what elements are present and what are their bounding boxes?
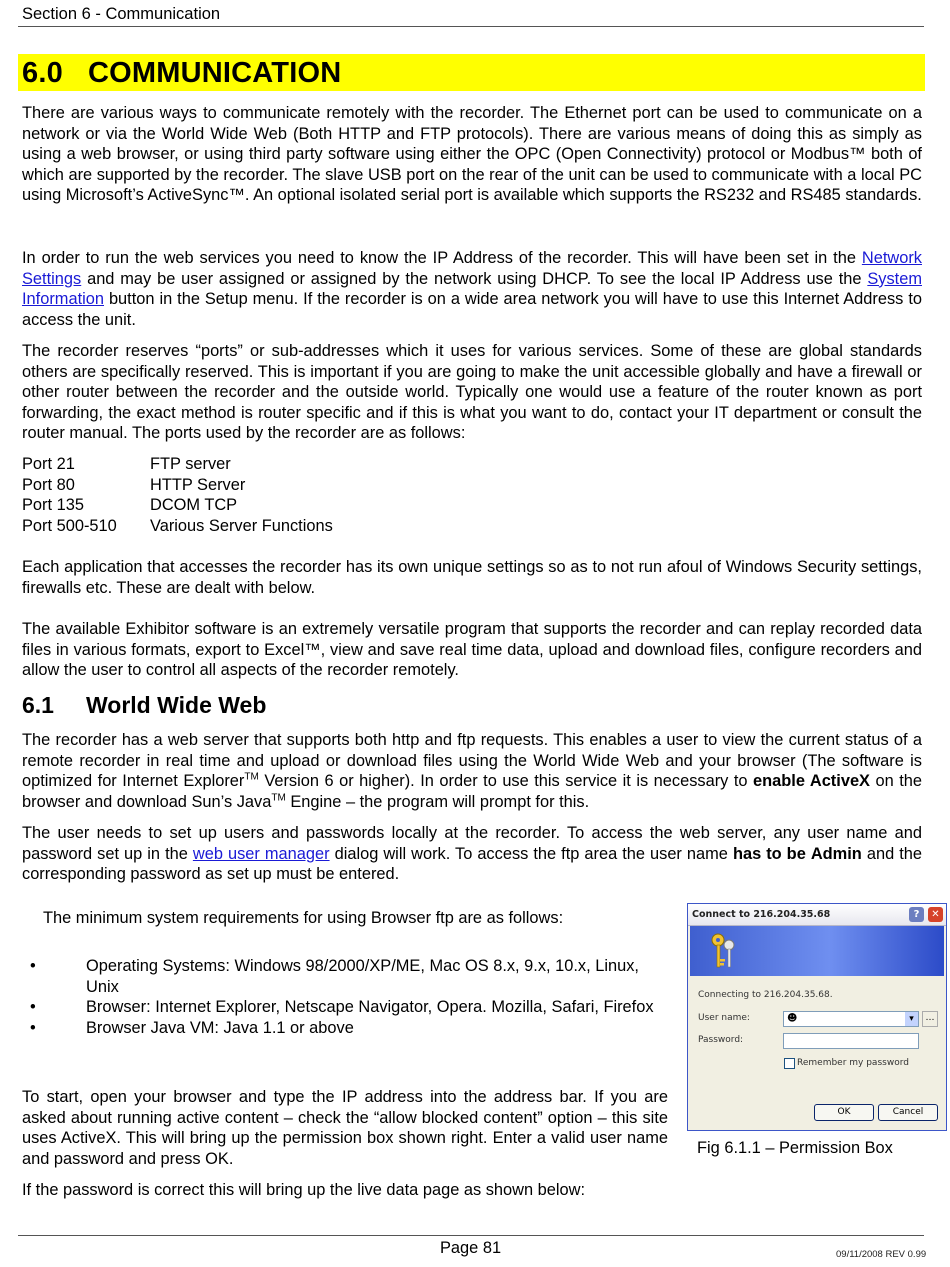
requirements-intro: The minimum system requirements for using Browser ftp are as follows:	[43, 909, 564, 927]
close-icon[interactable]: ✕	[928, 907, 943, 922]
chevron-down-icon[interactable]: ▾	[905, 1012, 918, 1026]
list-item: • Browser Java VM: Java 1.1 or above	[30, 1018, 354, 1037]
section-heading	[22, 56, 341, 90]
connecting-text: Connecting to 216.204.35.68.	[698, 990, 833, 1000]
footer-rule	[18, 1235, 924, 1236]
system-information-link[interactable]: System Information	[22, 269, 922, 309]
subsection-heading	[22, 690, 266, 720]
section-title: COMMUNICATION	[88, 57, 342, 89]
permission-dialog	[687, 903, 947, 1131]
browse-button[interactable]: …	[922, 1011, 938, 1027]
help-icon[interactable]: ?	[909, 907, 924, 922]
network-settings-link[interactable]: Network Settings	[22, 249, 922, 288]
dialog-title: Connect to 216.204.35.68	[692, 909, 831, 920]
password-field[interactable]	[783, 1033, 919, 1049]
keys-icon	[708, 931, 738, 971]
cancel-button[interactable]: Cancel	[878, 1104, 938, 1121]
dialog-banner	[690, 926, 944, 976]
list-item: • Browser: Internet Explorer, Netscape Navigator, Opera. Mozilla, Safari, Firefox	[30, 998, 654, 1017]
port-row: Port 500-510 Various Server Functions	[22, 517, 333, 536]
www-paragraph-1: The recorder has a web server that supports both http and ftp requests. This enables a user to view the current status of a remote recorder in real time and upload or download files using the World Wide Web and your browser (The software is optimized for Internet Explorer™ Version 6 or higher). In order to use this service it is necessary to enable ActiveX on the browser and download Sun’s Java™ Engine – the program will prompt for this.	[22, 731, 923, 811]
revision-date: 09/11/2008 REV 0.99	[836, 1249, 927, 1260]
ports-list	[22, 454, 622, 537]
www-paragraph-4: If the password is correct this will bring up the live data page as shown below:	[22, 1181, 586, 1199]
port-row: Port 21 FTP server	[22, 455, 231, 473]
requirements-list	[22, 956, 662, 1038]
intro-paragraph-2: In order to run the web services you need to know the IP Address of the recorder. This will have been set in the Network Settings and may be user assigned or assigned by the network using DHCP. To see the local IP Address use the System Information button in the Setup menu. If the recorder is on a wide area network you will have to use this Internet Address to access the unit.	[22, 249, 922, 329]
running-header: Section 6 - Communication	[22, 5, 221, 23]
port-row: Port 135 DCOM TCP	[22, 496, 238, 515]
section-number: 6.0	[22, 57, 63, 89]
dialog-titlebar	[688, 904, 946, 926]
ok-button[interactable]: OK	[814, 1104, 874, 1121]
figure-caption: Fig 6.1.1 – Permission Box	[697, 1139, 893, 1157]
list-item: • Operating Systems: Windows 98/2000/XP/ME, Mac OS 8.x, 9.x, 10.x, Linux, Unix	[30, 957, 639, 996]
remember-password-checkbox[interactable]	[784, 1058, 795, 1069]
www-paragraph-2: The user needs to set up users and passwords locally at the recorder. To access the web server, any user name and password set up in the web user manager dialog will work. To access the ftp area the user name has to be Admin and the corresponding password as set up must be entered.	[22, 824, 922, 884]
intro-paragraph-4: Each application that accesses the recorder has its own unique settings so as to not run afoul of Windows Security settings, firewalls etc. These are dealt with below.	[22, 558, 922, 597]
intro-paragraph-1: There are various ways to communicate remotely with the recorder. The Ethernet port can be used to communicate on a network or via the World Wide Web (Both HTTP and FTP protocols). There are various means of doing this as simply as using a web browser, or using third party software using either the OPC (Open Connectivity) protocol or Modbus™ both of which are supported by the recorder. The slave USB port on the rear of the unit can be used to communicate with a local PC using Microsoft’s ActiveSync™. An optional isolated serial port is available which supports the RS232 and RS485 standards.	[22, 104, 922, 205]
user-icon: ☻	[787, 1013, 798, 1024]
subsection-number: 6.1	[22, 692, 54, 718]
port-row: Port 80 HTTP Server	[22, 475, 246, 494]
remember-password-label: Remember my password	[797, 1058, 909, 1068]
user-name-field[interactable]	[783, 1011, 919, 1027]
header-rule	[18, 26, 924, 27]
page-number: Page 81	[440, 1239, 502, 1257]
user-name-label: User name:	[698, 1013, 750, 1023]
www-paragraph-3: To start, open your browser and type the IP address into the address bar. If you are asked about running active content – check the “allow blocked content” option – this site uses ActiveX. This will bring up the permission box shown right. Enter a valid user name and password and press OK.	[22, 1088, 668, 1168]
intro-paragraph-3: The recorder reserves “ports” or sub-addresses which it uses for various services. Some of these are global standards others are specifically reserved. This is important if you are going to make the unit accessible globally and have a firewall or other router between the recorder and the outside world. Typically one would use a feature of the router known as port forwarding, the exact method is router specific and if this is what you want to do, contact your IT department or consult the router manual. The ports used by the recorder are as follows:	[22, 342, 922, 443]
web-user-manager-link[interactable]: web user manager	[192, 844, 330, 863]
subsection-title: World Wide Web	[86, 692, 267, 718]
password-label: Password:	[698, 1035, 744, 1045]
intro-paragraph-5: The available Exhibitor software is an extremely versatile program that supports the recorder and can replay recorded data files in various formats, export to Excel™, view and save real time data, upload and download files, configure recorders and allow the user to control all aspects of the recorder remotely.	[22, 620, 922, 680]
